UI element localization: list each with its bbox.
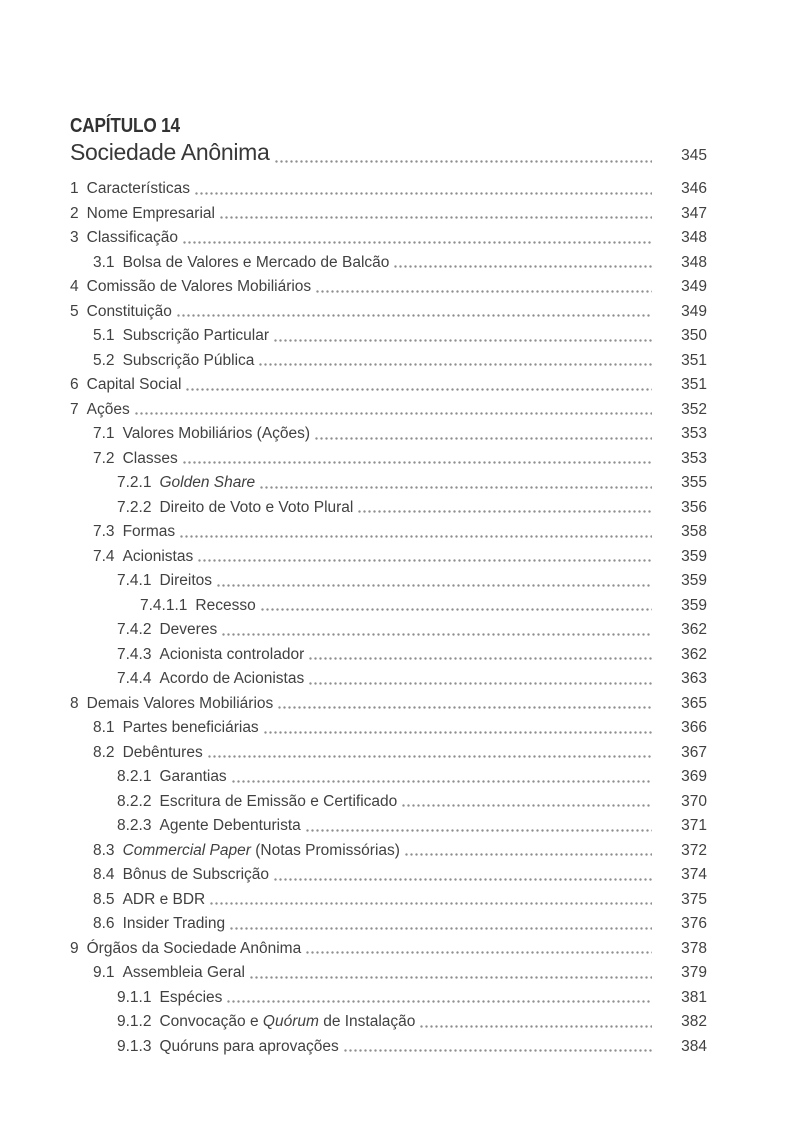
toc-entry	[70, 814, 707, 839]
entry-page-number: 350	[681, 327, 707, 344]
entry-page-number: 346	[681, 180, 707, 197]
entry-label: Classes	[122, 449, 178, 467]
toc-entry	[70, 569, 707, 594]
toc-entry	[70, 594, 707, 619]
entry-label: Formas	[122, 523, 176, 540]
entry-number: 7.2.1	[117, 474, 152, 491]
entry-number: 7.4.1.1	[140, 596, 188, 614]
entry-label: Acionista controlador	[159, 645, 305, 663]
dot-leader	[393, 251, 652, 276]
toc-entry	[70, 202, 707, 227]
entry-label: Agente Debenturista	[159, 817, 301, 834]
entry-number: 8.6	[93, 915, 115, 932]
entry-number: 7.3	[93, 523, 115, 540]
dot-leader	[231, 765, 652, 790]
dot-leader	[219, 202, 652, 227]
entry-number: 8.1	[93, 719, 115, 736]
dot-leader	[315, 275, 652, 300]
dot-leader	[259, 471, 652, 496]
entry-page-number: 365	[681, 694, 707, 712]
toc-entry	[70, 863, 707, 888]
toc-entry	[70, 300, 707, 325]
dot-leader	[226, 986, 652, 1011]
entry-page-number: 370	[681, 792, 707, 810]
entry-page-number: 359	[681, 596, 707, 614]
toc-entry	[70, 912, 707, 937]
entry-label: Partes beneficiárias	[122, 719, 259, 736]
entry-label: Quóruns para aprovações	[159, 1037, 339, 1055]
entry-page-number: 376	[681, 915, 707, 932]
entry-label: Bolsa de Valores e Mercado de Balcão	[122, 253, 390, 271]
dot-leader	[134, 398, 652, 423]
toc-entry	[70, 226, 707, 251]
dot-leader	[357, 496, 652, 521]
entry-page-number: 371	[681, 817, 707, 834]
entry-label: Commercial Paper (Notas Promissórias)	[122, 841, 400, 859]
entry-page-number: 359	[681, 572, 707, 589]
entry-page-number: 372	[681, 841, 707, 859]
entry-label: Bônus de Subscrição	[122, 866, 270, 883]
entry-number: 8.2	[93, 743, 115, 761]
dot-leader	[343, 1035, 652, 1060]
entry-number: 1	[70, 180, 79, 197]
entry-label: Convocação e Quórum de Instalação	[159, 1013, 416, 1030]
entry-number: 6	[70, 376, 79, 393]
toc-entry	[70, 422, 707, 447]
entry-label: Subscrição Particular	[122, 327, 270, 344]
chapter-kicker: CAPÍTULO 14	[70, 115, 180, 137]
toc-entry	[70, 790, 707, 815]
toc-entry	[70, 447, 707, 472]
toc-entry	[70, 1035, 707, 1060]
entry-number: 7.1	[93, 425, 115, 442]
toc-entry	[70, 471, 707, 496]
toc-entry	[70, 667, 707, 692]
entry-number: 5	[70, 302, 79, 320]
entry-page-number: 347	[681, 204, 707, 222]
toc-entry	[70, 888, 707, 913]
entry-label: Garantias	[159, 768, 227, 785]
entry-label: Constituição	[86, 302, 172, 320]
entry-page-number: 369	[681, 768, 707, 785]
toc-entry	[70, 986, 707, 1011]
toc-entry	[70, 520, 707, 545]
chapter-title-row	[70, 138, 707, 170]
toc-entry	[70, 716, 707, 741]
entry-label: Demais Valores Mobiliários	[86, 694, 274, 712]
entry-number: 8.4	[93, 866, 115, 883]
entry-label: Insider Trading	[122, 915, 226, 932]
entry-page-number: 356	[681, 498, 707, 516]
dot-leader	[260, 594, 652, 619]
entry-page-number: 375	[681, 890, 707, 908]
dot-leader	[207, 741, 652, 766]
dot-leader	[229, 912, 652, 937]
entry-page-number: 358	[681, 523, 707, 540]
entry-number: 5.1	[93, 327, 115, 344]
dot-leader	[176, 300, 652, 325]
entry-page-number: 355	[681, 474, 707, 491]
entry-label: Acordo de Acionistas	[159, 670, 305, 687]
toc-entry	[70, 643, 707, 668]
entry-number: 8.3	[93, 841, 115, 859]
entry-label: Subscrição Pública	[122, 351, 255, 369]
dot-leader	[263, 716, 652, 741]
toc-entry	[70, 1010, 707, 1035]
entry-number: 7.2.2	[117, 498, 152, 516]
toc-entry	[70, 618, 707, 643]
entry-number: 7.4.2	[117, 621, 152, 638]
entry-label: Nome Empresarial	[86, 204, 215, 222]
chapter-title: Sociedade Anônima	[70, 139, 270, 165]
dot-leader	[308, 667, 652, 692]
entry-page-number: 378	[681, 939, 707, 957]
dot-leader	[314, 422, 652, 447]
entry-page-number: 359	[681, 547, 707, 565]
dot-leader	[305, 937, 652, 962]
toc-entry	[70, 765, 707, 790]
entry-label: Direito de Voto e Voto Plural	[159, 498, 354, 516]
entry-page-number: 384	[681, 1037, 707, 1055]
entry-label: Espécies	[159, 988, 223, 1006]
entry-label: Classificação	[86, 229, 178, 246]
entry-page-number: 353	[681, 425, 707, 442]
dot-leader	[185, 373, 652, 398]
entry-number: 9.1.2	[117, 1013, 152, 1030]
dot-leader	[194, 177, 652, 202]
entry-number: 8.2.3	[117, 817, 152, 834]
entry-page-number: 362	[681, 645, 707, 663]
entry-page-number: 379	[681, 964, 707, 981]
dot-leader	[249, 961, 652, 986]
dot-leader	[273, 863, 652, 888]
entry-number: 7.4.3	[117, 645, 152, 663]
toc-entry	[70, 692, 707, 717]
entry-label: Órgãos da Sociedade Anônima	[86, 939, 302, 957]
entry-number: 9	[70, 939, 79, 957]
entry-number: 9.1	[93, 964, 115, 981]
entry-label: Debêntures	[122, 743, 203, 761]
dot-leader	[277, 692, 652, 717]
dot-leader	[258, 349, 652, 374]
toc-entry	[70, 839, 707, 864]
entry-label: Características	[86, 180, 190, 197]
entry-page-number: 351	[681, 351, 707, 369]
toc-content	[70, 115, 707, 1059]
toc-entry	[70, 741, 707, 766]
entry-page-number: 348	[681, 253, 707, 271]
entry-label: Deveres	[159, 621, 218, 638]
entry-number: 9.1.3	[117, 1037, 152, 1055]
entry-number: 7.4	[93, 547, 115, 565]
toc-entry	[70, 349, 707, 374]
entry-page-number: 349	[681, 302, 707, 320]
entry-page-number: 352	[681, 400, 707, 418]
dot-leader	[179, 520, 652, 545]
dot-leader	[305, 814, 652, 839]
entry-label: Acionistas	[122, 547, 194, 565]
entry-number: 2	[70, 204, 79, 222]
entry-label: ADR e BDR	[122, 890, 206, 908]
toc-entry	[70, 398, 707, 423]
entry-page-number: 353	[681, 449, 707, 467]
chapter-page-number: 345	[681, 147, 707, 164]
entry-label: Capital Social	[86, 376, 182, 393]
dot-leader	[182, 226, 652, 251]
entry-number: 8.2.2	[117, 792, 152, 810]
dot-leader	[274, 138, 653, 170]
entry-label: Recesso	[195, 596, 256, 614]
entry-label: Valores Mobiliários (Ações)	[122, 425, 311, 442]
entry-page-number: 351	[681, 376, 707, 393]
entry-number: 7	[70, 400, 79, 418]
entry-number: 7.2	[93, 449, 115, 467]
entry-label: Escritura de Emissão e Certificado	[159, 792, 398, 810]
dot-leader	[221, 618, 652, 643]
toc-entry	[70, 324, 707, 349]
entry-page-number: 382	[681, 1013, 707, 1030]
entry-label: Assembleia Geral	[122, 964, 245, 981]
dot-leader	[182, 447, 652, 472]
toc-entry	[70, 251, 707, 276]
entry-number: 7.4.4	[117, 670, 152, 687]
dot-leader	[273, 324, 652, 349]
entry-number: 5.2	[93, 351, 115, 369]
entry-page-number: 362	[681, 621, 707, 638]
entry-page-number: 349	[681, 278, 707, 295]
toc-entry	[70, 937, 707, 962]
entry-number: 4	[70, 278, 79, 295]
entry-page-number: 367	[681, 743, 707, 761]
entry-label: Golden Share	[159, 474, 256, 491]
toc-entry	[70, 545, 707, 570]
toc-entry	[70, 373, 707, 398]
entry-label: Comissão de Valores Mobiliários	[86, 278, 312, 295]
dot-leader	[197, 545, 652, 570]
dot-leader	[404, 839, 652, 864]
toc-entry	[70, 961, 707, 986]
entry-number: 7.4.1	[117, 572, 152, 589]
entry-number: 8.5	[93, 890, 115, 908]
entry-page-number: 366	[681, 719, 707, 736]
toc-entry	[70, 275, 707, 300]
dot-leader	[308, 643, 652, 668]
dot-leader	[209, 888, 652, 913]
entry-number: 8	[70, 694, 79, 712]
entry-page-number: 381	[681, 988, 707, 1006]
entry-page-number: 374	[681, 866, 707, 883]
entry-number: 8.2.1	[117, 768, 152, 785]
entry-number: 3	[70, 229, 79, 246]
toc-entries-list	[70, 177, 707, 1059]
toc-entry	[70, 496, 707, 521]
dot-leader	[419, 1010, 652, 1035]
entry-page-number: 363	[681, 670, 707, 687]
entry-number: 3.1	[93, 253, 115, 271]
entry-label: Direitos	[159, 572, 213, 589]
entry-label: Ações	[86, 400, 130, 418]
entry-number: 9.1.1	[117, 988, 152, 1006]
dot-leader	[216, 569, 652, 594]
toc-entry	[70, 177, 707, 202]
entry-page-number: 348	[681, 229, 707, 246]
dot-leader	[401, 790, 652, 815]
